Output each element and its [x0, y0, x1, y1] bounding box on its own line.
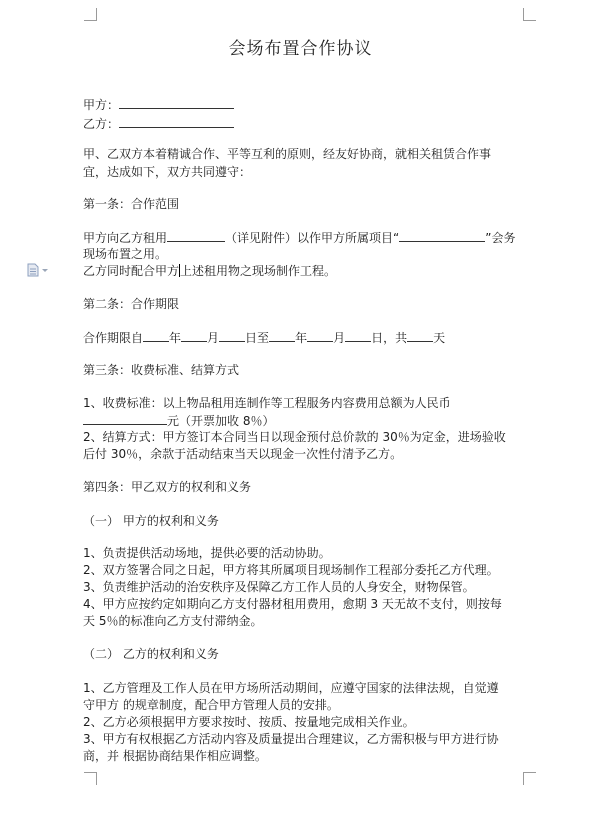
term-text: 天: [433, 331, 446, 345]
intro-line-1: 甲、乙双方本着精诚合作、平等互利的原则，经友好协商，就相关租赁合作事: [83, 147, 492, 161]
intro-line-2: 宜，达成如下，双方共同遵守：: [83, 165, 252, 179]
article-3-item-1-line-2: [83, 412, 274, 429]
rental-items-blank[interactable]: [167, 229, 225, 242]
art1-text-b: （详见附件）以作甲方所属项目“: [225, 231, 400, 245]
fee-unit-text: 元（开票加收 8％）: [167, 414, 275, 428]
section-2-line: 2、乙方必须根据甲方要求按时、按质、按量地完成相关作业。: [83, 715, 415, 729]
start-year-blank[interactable]: [143, 329, 169, 342]
article-2-heading: 第二条：合作期限: [83, 297, 180, 311]
section-1-heading: （一） 甲方的权利和义务: [83, 514, 219, 528]
crop-mark-top-right: [523, 8, 536, 21]
total-days-blank[interactable]: [407, 329, 433, 342]
total-fee-blank[interactable]: [83, 412, 167, 425]
article-2-term-line: [83, 329, 445, 346]
end-year-blank[interactable]: [269, 329, 295, 342]
start-month-blank[interactable]: [181, 329, 207, 342]
document-menu-icon[interactable]: [27, 262, 49, 276]
section-1-line: 1、负责提供活动场地，提供必要的活动协助。: [83, 546, 331, 560]
article-1-heading: 第一条：合作范围: [83, 197, 180, 211]
section-2-line: 商，并 根据协商结果作相应调整。: [83, 749, 267, 763]
article-1-line-2: 现场布置之用。: [83, 247, 168, 261]
term-text: 年: [295, 331, 308, 345]
crop-mark-bottom-left: [84, 772, 97, 785]
document-title: 会场布置合作协议: [228, 39, 373, 59]
party-a-line: [83, 96, 234, 113]
art1-text-a: 甲方向乙方租用: [83, 231, 168, 245]
section-1-line: 4、甲方应按约定如期向乙方支付器材租用费用，愈期 3 天无故不支付，则按每: [83, 597, 502, 611]
project-name-blank[interactable]: [399, 229, 485, 242]
art1-p2-text-a: 乙方同时配合甲方: [83, 264, 180, 278]
crop-mark-top-left: [84, 8, 97, 21]
party-a-blank[interactable]: [119, 96, 234, 109]
article-3-heading: 第三条：收费标准、结算方式: [83, 363, 240, 377]
section-1-line: 3、负责维护活动的治安秩序及保障乙方工作人员的人身安全，财物保管。: [83, 580, 475, 594]
section-2-line: 1、乙方管理及工作人员在甲方场所活动期间，应遵守国家的法律法规，自觉遵: [83, 681, 499, 695]
end-month-blank[interactable]: [307, 329, 333, 342]
term-text: 合作期限自: [83, 331, 144, 345]
article-3-item-2-line-2: 后付 30％，余款于活动结束当天以现金一次性付清予乙方。: [83, 447, 403, 461]
term-text: 日至: [245, 331, 270, 345]
party-b-blank[interactable]: [119, 115, 234, 128]
term-text: 年: [169, 331, 182, 345]
art1-text-c: ”会务: [485, 231, 516, 245]
party-a-label: 甲方：: [83, 98, 120, 112]
crop-mark-bottom-right: [523, 772, 536, 785]
section-2-line: 3、甲方有权根据乙方活动内容及质量提出合理建议，乙方需积极与甲方进行协: [83, 732, 499, 746]
article-3-item-2-line-1: 2、结算方式：甲方签订本合同当日以现金预付总价款的 30％为定金，进场验收: [83, 430, 506, 444]
article-4-heading: 第四条：甲乙双方的权利和义务: [83, 480, 252, 494]
art1-p2-text-b: 上述租用物之现场制作工程。: [180, 264, 337, 278]
section-2-heading: （二） 乙方的权利和义务: [83, 647, 219, 661]
party-b-label: 乙方：: [83, 117, 120, 131]
term-text: 月: [333, 331, 346, 345]
term-text: 月: [207, 331, 220, 345]
end-day-blank[interactable]: [345, 329, 371, 342]
term-text: 日，共: [371, 331, 408, 345]
start-day-blank[interactable]: [219, 329, 245, 342]
article-1-line-1: [83, 229, 515, 246]
article-3-item-1-line-1: 1、收费标准：以上物品租用连制作等工程服务内容费用总额为人民币: [83, 396, 451, 410]
party-b-line: [83, 115, 234, 132]
section-2-line: 守甲方 的规章制度，配合甲方管理人员的安排。: [83, 698, 339, 712]
section-1-line: 天 5％的标准向乙方支付滞纳金。: [83, 614, 263, 628]
section-1-line: 2、双方签署合同之日起，甲方将其所属项目现场制作工程部分委托乙方代理。: [83, 563, 499, 577]
article-1-line-3: [83, 263, 336, 279]
